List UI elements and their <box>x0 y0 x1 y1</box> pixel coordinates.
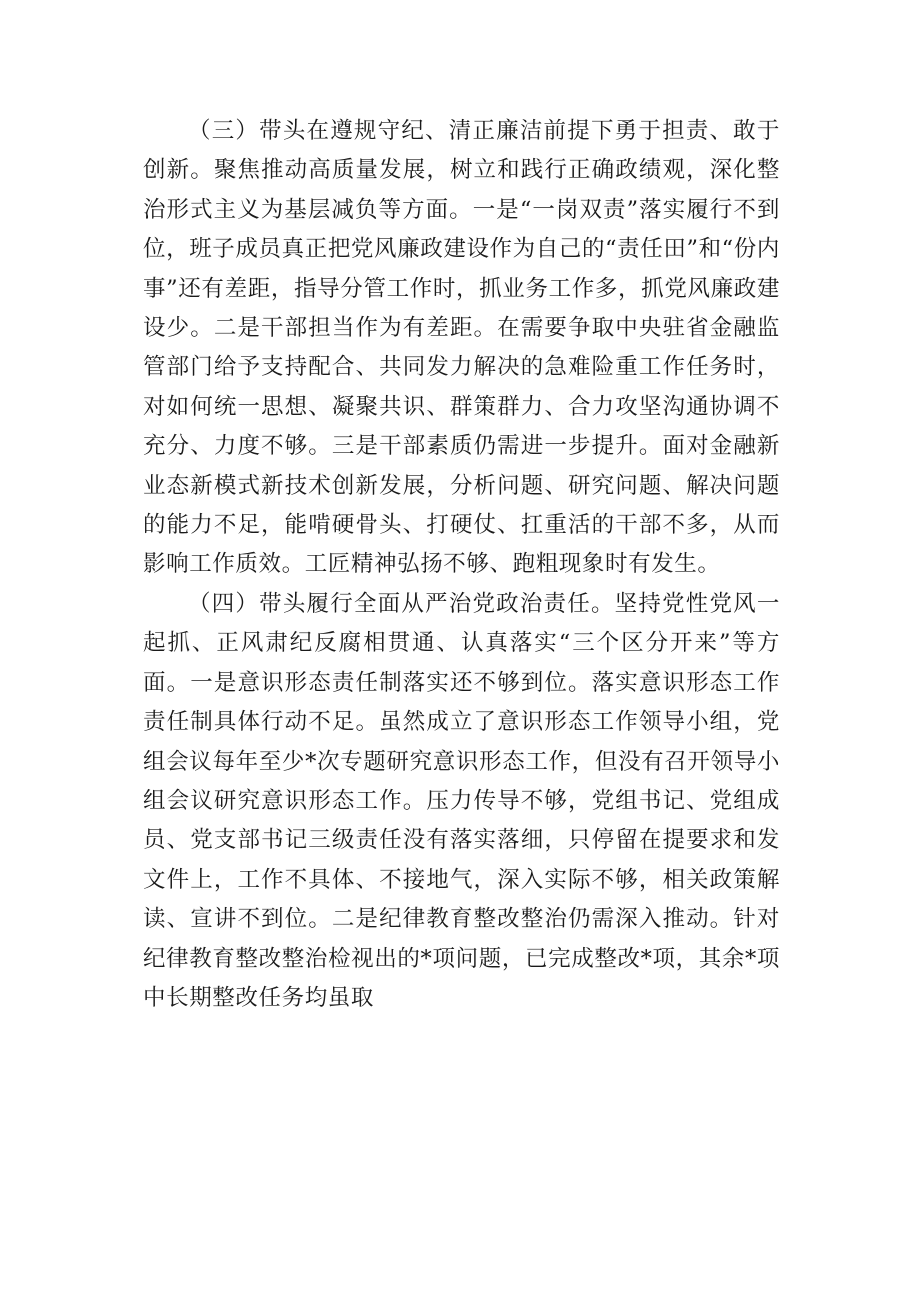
document-body <box>143 112 780 1018</box>
paragraph-section-four: （四）带头履行全面从严治党政治责任。坚持党性党风一起抓、正风肃纪反腐相贯通、认真落实“三个区分开来”等方面。一是意识形态责任制落实还不够到位。落实意识形态工作责任制具体行动不足。虽然成立了意识形态工作领导小组，党组会议每年至少*次专题研究意识形态工作，但没有召开领导小组会议研究意识形态工作。压力传导不够，党组书记、党组成员、党支部书记三级责任没有落实落细，只停留在提要求和发文件上，工作不具体、不接地气，深入实际不够，相关政策解读、宣讲不到位。二是纪律教育整改整治仍需深入推动。针对纪律教育整改整治检视出的*项问题，已完成整改*项，其余*项中长期整改任务均虽取 <box>143 590 780 1011</box>
paragraph-section-three: （三）带头在遵规守纪、清正廉洁前提下勇于担责、敢于创新。聚焦推动高质量发展，树立和践行正确政绩观，深化整治形式主义为基层减负等方面。一是“一岗双责”落实履行不到位，班子成员真正把党风廉政建设作为自己的“责任田”和“份内事”还有差距，指导分管工作时，抓业务工作多，抓党风廉政建设少。二是干部担当作为有差距。在需要争取中央驻省金融监管部门给予支持配合、共同发力解决的急难险重工作任务时，对如何统一思想、凝聚共识、群策群力、合力攻坚沟通协调不充分、力度不够。三是干部素质仍需进一步提升。面对金融新业态新模式新技术创新发展，分析问题、研究问题、解决问题的能力不足，能啃硬骨头、打硬仗、扛重活的干部不多，从而影响工作质效。工匠精神弘扬不够、跑粗现象时有发生。 <box>143 118 780 578</box>
